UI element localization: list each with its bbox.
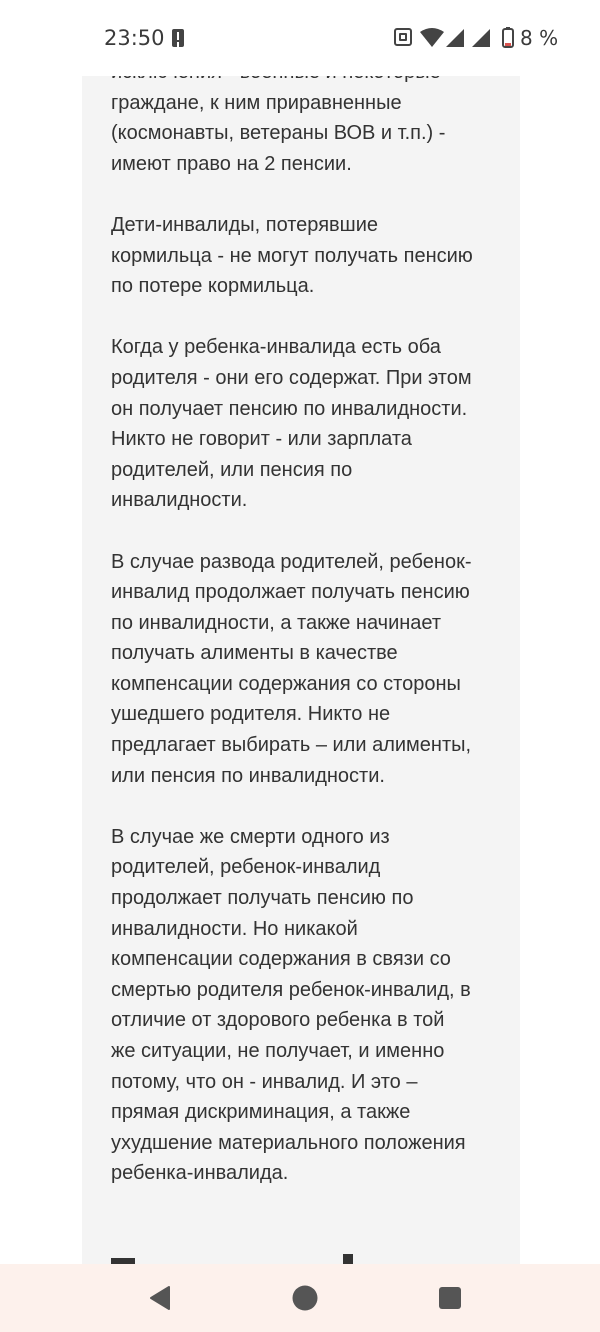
paragraph: Когда у ребенка-инвалида есть оба родителя - они его содержат. При этом он получает пенсию по инвалидности. Никто не говорит - или зарплата родителей, или пенсия по инвалидности. [111, 336, 472, 512]
back-icon[interactable] [147, 1284, 175, 1312]
alert-icon [172, 29, 184, 47]
paragraph: В случае же смерти одного из родителей, ребенок-инвалид продолжает получать пенсию по инвалидности. Но никакой компенсации содержания в связи со смертью родителя ребенок-инвалид, в отличие от здорового ребенка в той же ситуации, не получает, и именно потому, что он - инвалид. И это – прямая дискриминация, а также ухудшение материального положения ребенка-инвалида. [111, 825, 471, 1185]
status-bar [0, 0, 600, 76]
signal-wifi-battery-icons [420, 26, 516, 50]
nfc-icon [394, 28, 412, 46]
signal-icon [472, 29, 490, 47]
signal-icon [446, 29, 464, 47]
paragraph: В случае развода родителей, ребенок- инвалид продолжает получать пенсию по инвалидности, а также начинает получать алименты в качестве компенсации содержания со стороны ушедшего родителя. Никто не предлагает выбирать – или алименты, или пенсия по инвалидности. [111, 550, 472, 787]
paragraph: граждане, к ним приравненные (космонавты, ветераны ВОВ и т.п.) - имеют право на 2 пенсии. [111, 91, 446, 175]
battery-percent: 8 % [520, 26, 559, 50]
article-content [82, 76, 520, 1264]
recents-icon[interactable] [436, 1284, 464, 1312]
article-text [111, 57, 501, 1220]
wifi-icon [420, 28, 444, 47]
home-icon[interactable] [291, 1284, 319, 1312]
navigation-bar [0, 1264, 600, 1332]
status-icons [420, 26, 516, 50]
paragraph: Дети-инвалиды, потерявшие кормильца - не могут получать пенсию по потере кормильца. [111, 213, 473, 298]
status-time: 23:50 [104, 26, 165, 50]
